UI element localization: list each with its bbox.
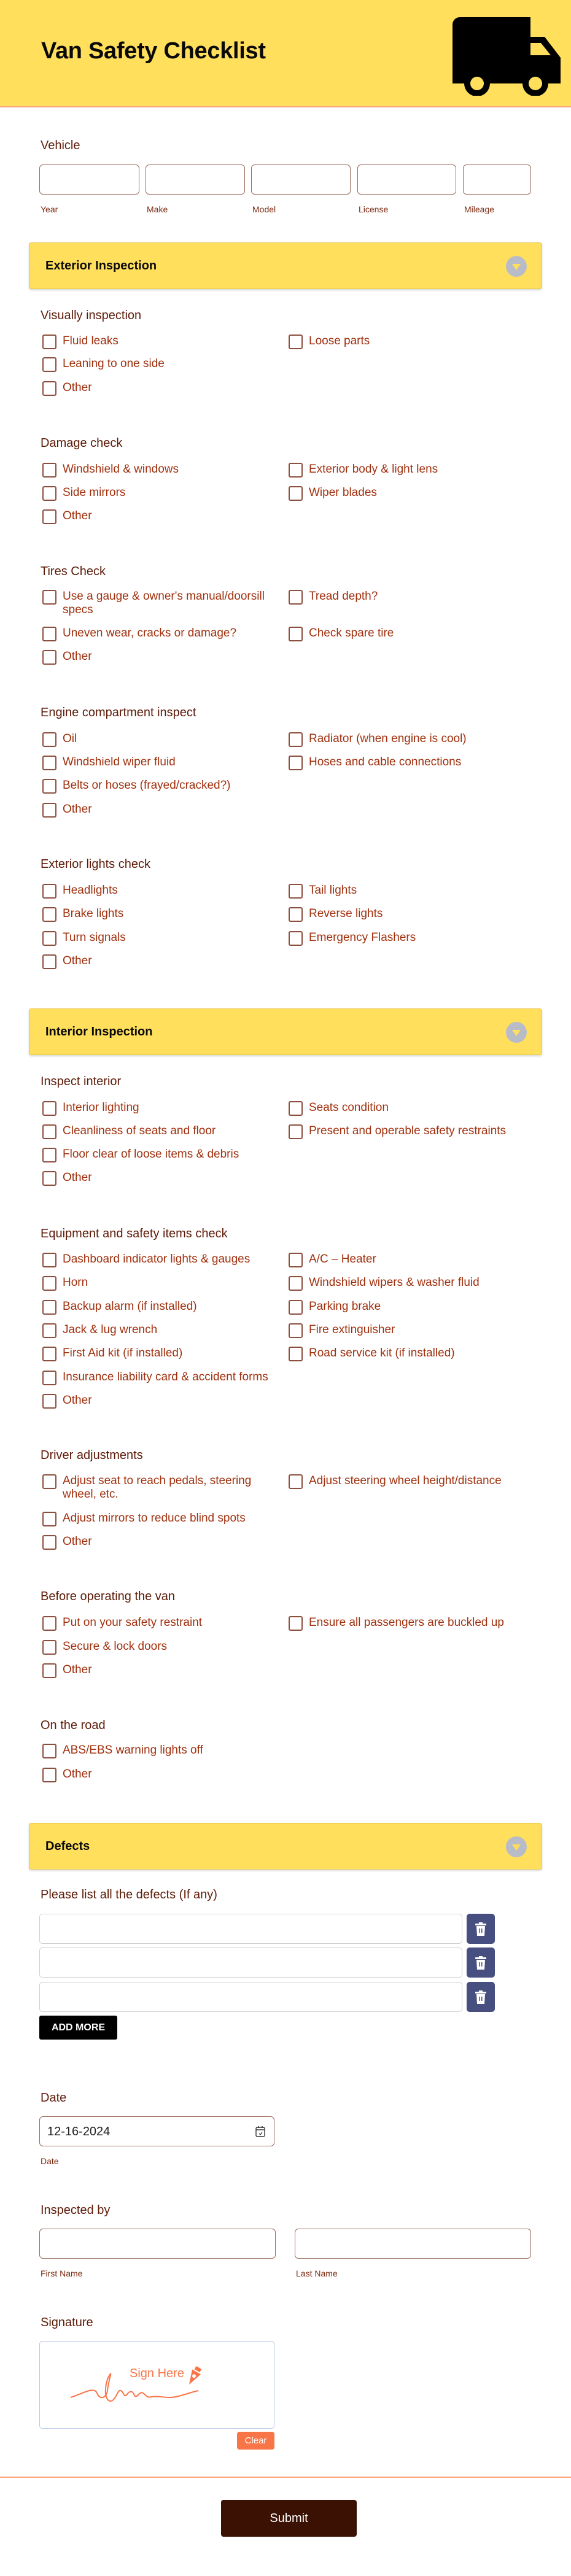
- engine-option-left-3[interactable]: [42, 803, 92, 818]
- checkbox[interactable]: [42, 1640, 56, 1655]
- mileage-sublabel: Mileage: [464, 204, 495, 214]
- checkbox[interactable]: [289, 486, 303, 501]
- checkbox-label: Windshield wiper fluid: [63, 756, 176, 768]
- lights-option-left-3[interactable]: [42, 954, 92, 969]
- checkbox-label: Other: [63, 1768, 92, 1781]
- add-more-button[interactable]: ADD MORE: [39, 2016, 117, 2040]
- defect-input-1[interactable]: [39, 1914, 462, 1944]
- engine-group-label: Engine compartment inspect: [41, 706, 196, 719]
- checkbox[interactable]: [289, 756, 303, 770]
- equipment-option-right-3[interactable]: [289, 1323, 395, 1338]
- equipment-group-label: Equipment and safety items check: [41, 1227, 228, 1240]
- section-title: Exterior Inspection: [45, 259, 157, 273]
- checkbox-label: Road service kit (if installed): [309, 1347, 455, 1360]
- first-name-sublabel: First Name: [41, 2269, 83, 2278]
- checkbox-label: A/C – Heater: [309, 1253, 376, 1266]
- last-name-sublabel: Last Name: [296, 2269, 338, 2278]
- checkbox-label: Secure & lock doors: [63, 1640, 168, 1653]
- lights-group-label: Exterior lights check: [41, 857, 150, 871]
- chevron-down-icon[interactable]: [506, 1836, 527, 1857]
- last-name-input[interactable]: [295, 2229, 531, 2259]
- tires-group-label: Tires Check: [41, 565, 106, 578]
- visually-option-right-0[interactable]: [289, 335, 370, 349]
- checkbox[interactable]: [42, 954, 56, 969]
- checkbox[interactable]: [289, 463, 303, 478]
- pen-icon: [182, 2366, 204, 2388]
- checkbox-label: Adjust seat to reach pedals, steering wheel, etc.: [63, 1474, 252, 1501]
- trash-icon: [475, 1990, 486, 2004]
- interior-option-left-0[interactable]: [42, 1101, 139, 1116]
- checkbox[interactable]: [42, 1371, 56, 1385]
- checkbox-label: Other: [63, 954, 92, 967]
- equipment-option-left-1[interactable]: [42, 1276, 88, 1291]
- checkbox-label: Tail lights: [309, 884, 357, 897]
- checkbox-label: Fluid leaks: [63, 335, 118, 347]
- equipment-option-left-3[interactable]: [42, 1323, 157, 1338]
- equipment-option-left-2[interactable]: [42, 1300, 197, 1315]
- tires-option-left-0[interactable]: [42, 590, 271, 617]
- lights-option-right-0[interactable]: [289, 884, 357, 899]
- checkbox-label: Other: [63, 803, 92, 816]
- checkbox-label: Use a gauge & owner's manual/doorsill specs: [63, 590, 265, 616]
- checkbox-label: Side mirrors: [63, 486, 126, 499]
- interior-option-left-3[interactable]: [42, 1171, 92, 1186]
- before-option-left-2[interactable]: [42, 1663, 92, 1678]
- checkbox-label: Cleanliness of seats and floor: [63, 1124, 216, 1137]
- checkbox[interactable]: [42, 357, 56, 372]
- engine-option-right-0[interactable]: [289, 732, 467, 747]
- checkbox[interactable]: [42, 779, 56, 794]
- lights-option-left-2[interactable]: [42, 931, 126, 946]
- checkbox-label: Headlights: [63, 884, 118, 897]
- engine-option-left-0[interactable]: [42, 732, 77, 747]
- section-exterior-inspection[interactable]: [29, 242, 542, 289]
- checkbox-label: Adjust mirrors to reduce blind spots: [63, 1512, 246, 1525]
- checkbox[interactable]: [289, 590, 303, 605]
- vehicle-license-input[interactable]: [357, 164, 456, 195]
- tires-option-left-2[interactable]: [42, 650, 92, 665]
- damage-option-right-1[interactable]: [289, 486, 377, 501]
- lights-option-left-1[interactable]: [42, 907, 123, 922]
- section-title: Interior Inspection: [45, 1025, 153, 1039]
- checkbox[interactable]: [289, 884, 303, 899]
- interior-option-right-1[interactable]: [289, 1124, 506, 1139]
- damage-option-right-0[interactable]: [289, 463, 438, 478]
- checkbox-label: Windshield wipers & washer fluid: [309, 1276, 480, 1289]
- equipment-option-left-4[interactable]: [42, 1347, 182, 1361]
- signature-pad[interactable]: [39, 2341, 274, 2429]
- checkbox[interactable]: [289, 335, 303, 349]
- date-sublabel: Date: [41, 2156, 59, 2166]
- section-title: Defects: [45, 1839, 90, 1853]
- checkbox-label: Parking brake: [309, 1300, 381, 1313]
- checkbox-label: Check spare tire: [309, 627, 394, 640]
- date-value: 12-16-2024: [47, 2125, 111, 2138]
- equipment-option-left-5[interactable]: [42, 1371, 268, 1385]
- checkbox-label: Belts or hoses (frayed/cracked?): [63, 779, 231, 792]
- checkbox-label: Tread depth?: [309, 590, 378, 603]
- checkbox[interactable]: [42, 1768, 56, 1782]
- defect-input-3[interactable]: [39, 1982, 462, 2012]
- checkbox-label: Other: [63, 650, 92, 663]
- checkbox[interactable]: [42, 486, 56, 501]
- checkbox[interactable]: [42, 1394, 56, 1409]
- checkbox-label: First Aid kit (if installed): [63, 1347, 183, 1360]
- engine-option-left-1[interactable]: [42, 756, 176, 770]
- checkbox[interactable]: [42, 1171, 56, 1186]
- checkbox-label: Other: [63, 381, 92, 394]
- checkbox-label: Ensure all passengers are buckled up: [309, 1616, 504, 1629]
- driver-option-right-0[interactable]: [289, 1474, 502, 1489]
- clear-signature-button[interactable]: Clear: [237, 2432, 274, 2450]
- checkbox[interactable]: [42, 1744, 56, 1758]
- visually-option-left-2[interactable]: [42, 381, 92, 396]
- checkbox[interactable]: [42, 1276, 56, 1291]
- checkbox[interactable]: [42, 1101, 56, 1116]
- section-defects[interactable]: [29, 1823, 542, 1870]
- section-interior-inspection[interactable]: [29, 1008, 542, 1055]
- visually-group-label: Visually inspection: [41, 309, 142, 322]
- damage-option-left-2[interactable]: [42, 509, 92, 524]
- checkbox[interactable]: [42, 1474, 56, 1489]
- checkbox-label: Other: [63, 1394, 92, 1407]
- checkbox[interactable]: [42, 884, 56, 899]
- checkbox-label: Uneven wear, cracks or damage?: [63, 627, 237, 640]
- make-sublabel: Make: [147, 204, 168, 214]
- checkbox-label: Wiper blades: [309, 486, 377, 499]
- date-label: Date: [41, 2091, 67, 2105]
- checkbox[interactable]: [289, 1474, 303, 1489]
- first-name-input[interactable]: [39, 2229, 276, 2259]
- checkbox-label: Adjust steering wheel height/distance: [309, 1474, 502, 1487]
- checkbox[interactable]: [42, 335, 56, 349]
- checkbox[interactable]: [42, 1512, 56, 1526]
- checkbox[interactable]: [42, 732, 56, 747]
- submit-button[interactable]: Submit: [221, 2500, 357, 2537]
- lights-option-right-2[interactable]: [289, 931, 416, 946]
- checkbox[interactable]: [289, 1253, 303, 1267]
- checkbox[interactable]: [42, 590, 56, 605]
- checkbox-label: Interior lighting: [63, 1101, 139, 1114]
- driver-group-label: Driver adjustments: [41, 1449, 143, 1462]
- checkbox[interactable]: [42, 803, 56, 818]
- checkbox-label: Windshield & windows: [63, 463, 179, 476]
- chevron-down-icon[interactable]: [506, 1022, 527, 1043]
- equipment-option-right-1[interactable]: [289, 1276, 480, 1291]
- delete-defect-button-1[interactable]: [467, 1914, 495, 1944]
- defects-label: Please list all the defects (If any): [41, 1888, 217, 1901]
- checkbox-label: Leaning to one side: [63, 357, 165, 370]
- checkbox[interactable]: [42, 1300, 56, 1315]
- checkbox[interactable]: [42, 509, 56, 524]
- checkbox[interactable]: [289, 1124, 303, 1139]
- inspected-by-label: Inspected by: [41, 2203, 111, 2217]
- checkbox[interactable]: [42, 1124, 56, 1139]
- signature-label: Signature: [41, 2316, 93, 2329]
- delete-defect-button-3[interactable]: [467, 1982, 495, 2012]
- page-title: Van Safety Checklist: [41, 38, 266, 64]
- damage-option-left-1[interactable]: [42, 486, 125, 501]
- checkbox-label: Backup alarm (if installed): [63, 1300, 197, 1313]
- interior-option-left-1[interactable]: [42, 1124, 216, 1139]
- road-group-label: On the road: [41, 1719, 106, 1732]
- sign-here-placeholder: Sign Here: [130, 2367, 184, 2380]
- checkbox[interactable]: [289, 732, 303, 747]
- trash-icon: [475, 1922, 486, 1936]
- before-option-left-1[interactable]: [42, 1640, 167, 1655]
- tires-option-right-0[interactable]: [289, 590, 378, 605]
- before-option-right-0[interactable]: [289, 1616, 504, 1631]
- tires-option-left-1[interactable]: [42, 627, 236, 641]
- form-header: [0, 0, 571, 107]
- checkbox[interactable]: [289, 1616, 303, 1631]
- trash-icon: [475, 1956, 486, 1970]
- checkbox-label: Fire extinguisher: [309, 1323, 395, 1336]
- checkbox-label: Reverse lights: [309, 907, 383, 920]
- before-group-label: Before operating the van: [41, 1590, 176, 1603]
- checkbox-label: Loose parts: [309, 335, 370, 347]
- checkbox[interactable]: [289, 907, 303, 922]
- checkbox[interactable]: [289, 627, 303, 641]
- checkbox[interactable]: [42, 756, 56, 770]
- signature-scribble-icon: [69, 2367, 254, 2404]
- road-option-left-0[interactable]: [42, 1744, 203, 1758]
- checkbox-label: Jack & lug wrench: [63, 1323, 158, 1336]
- year-sublabel: Year: [41, 204, 58, 214]
- equipment-option-left-0[interactable]: [42, 1253, 250, 1267]
- checkbox[interactable]: [42, 463, 56, 478]
- checkbox[interactable]: [289, 1300, 303, 1315]
- footer-divider: [0, 2477, 571, 2478]
- engine-option-left-2[interactable]: [42, 779, 231, 794]
- calendar-icon[interactable]: [255, 2125, 265, 2138]
- license-sublabel: License: [359, 204, 389, 214]
- checkbox-label: Horn: [63, 1276, 88, 1289]
- checkbox[interactable]: [42, 1253, 56, 1267]
- checkbox[interactable]: [42, 1535, 56, 1550]
- lights-option-right-1[interactable]: [289, 907, 383, 922]
- checkbox[interactable]: [42, 1616, 56, 1631]
- checkbox-label: Oil: [63, 732, 77, 745]
- checkbox[interactable]: [42, 931, 56, 946]
- checkbox-label: Other: [63, 509, 92, 522]
- truck-icon: [453, 17, 561, 96]
- checkbox[interactable]: [42, 627, 56, 641]
- before-option-left-0[interactable]: [42, 1616, 202, 1631]
- checkbox[interactable]: [289, 1347, 303, 1361]
- model-sublabel: Model: [252, 204, 276, 214]
- driver-option-left-0[interactable]: [42, 1474, 271, 1501]
- vehicle-label: Vehicle: [41, 139, 80, 152]
- vehicle-year-input[interactable]: [39, 164, 139, 195]
- engine-option-right-1[interactable]: [289, 756, 461, 770]
- driver-option-left-1[interactable]: [42, 1512, 246, 1526]
- equipment-option-right-0[interactable]: [289, 1253, 376, 1267]
- checkbox[interactable]: [42, 381, 56, 396]
- checkbox-label: Exterior body & light lens: [309, 463, 438, 476]
- checkbox-label: Floor clear of loose items & debris: [63, 1148, 239, 1161]
- checkbox-label: Put on your safety restraint: [63, 1616, 203, 1629]
- interior-option-left-2[interactable]: [42, 1148, 239, 1162]
- vehicle-model-input[interactable]: [251, 164, 351, 195]
- checkbox[interactable]: [289, 1276, 303, 1291]
- checkbox-label: Seats condition: [309, 1101, 389, 1114]
- road-option-left-1[interactable]: [42, 1768, 92, 1782]
- checkbox-label: Radiator (when engine is cool): [309, 732, 467, 745]
- damage-group-label: Damage check: [41, 436, 123, 450]
- visually-option-left-1[interactable]: [42, 357, 165, 372]
- checkbox-label: Emergency Flashers: [309, 931, 416, 944]
- visually-option-left-0[interactable]: [42, 335, 118, 349]
- damage-option-left-0[interactable]: [42, 463, 179, 478]
- date-input[interactable]: [39, 2116, 274, 2146]
- checkbox[interactable]: [42, 1663, 56, 1678]
- chevron-down-icon[interactable]: [506, 256, 527, 277]
- checkbox[interactable]: [289, 1101, 303, 1116]
- checkbox[interactable]: [289, 931, 303, 946]
- checkbox-label: Insurance liability card & accident forms: [63, 1371, 268, 1383]
- checkbox[interactable]: [42, 650, 56, 665]
- lights-option-left-0[interactable]: [42, 884, 118, 899]
- checkbox[interactable]: [42, 1323, 56, 1338]
- interior-group-label: Inspect interior: [41, 1075, 122, 1088]
- vehicle-make-input[interactable]: [146, 164, 245, 195]
- equipment-option-right-4[interactable]: [289, 1347, 455, 1361]
- driver-option-left-2[interactable]: [42, 1535, 92, 1550]
- checkbox[interactable]: [42, 1347, 56, 1361]
- checkbox-label: ABS/EBS warning lights off: [63, 1744, 203, 1757]
- checkbox[interactable]: [42, 907, 56, 922]
- checkbox-label: Present and operable safety restraints: [309, 1124, 507, 1137]
- defect-input-2[interactable]: [39, 1947, 462, 1978]
- checkbox-label: Brake lights: [63, 907, 124, 920]
- tires-option-right-1[interactable]: [289, 627, 394, 641]
- checkbox-label: Turn signals: [63, 931, 126, 944]
- checkbox[interactable]: [289, 1323, 303, 1338]
- delete-defect-button-2[interactable]: [467, 1947, 495, 1978]
- checkbox-label: Other: [63, 1535, 92, 1548]
- equipment-option-right-2[interactable]: [289, 1300, 381, 1315]
- vehicle-mileage-input[interactable]: [463, 164, 531, 195]
- checkbox-label: Hoses and cable connections: [309, 756, 462, 768]
- checkbox-label: Other: [63, 1663, 92, 1676]
- checkbox-label: Dashboard indicator lights & gauges: [63, 1253, 251, 1266]
- checkbox-label: Other: [63, 1171, 92, 1184]
- interior-option-right-0[interactable]: [289, 1101, 389, 1116]
- checkbox[interactable]: [42, 1148, 56, 1162]
- equipment-option-left-6[interactable]: [42, 1394, 92, 1409]
